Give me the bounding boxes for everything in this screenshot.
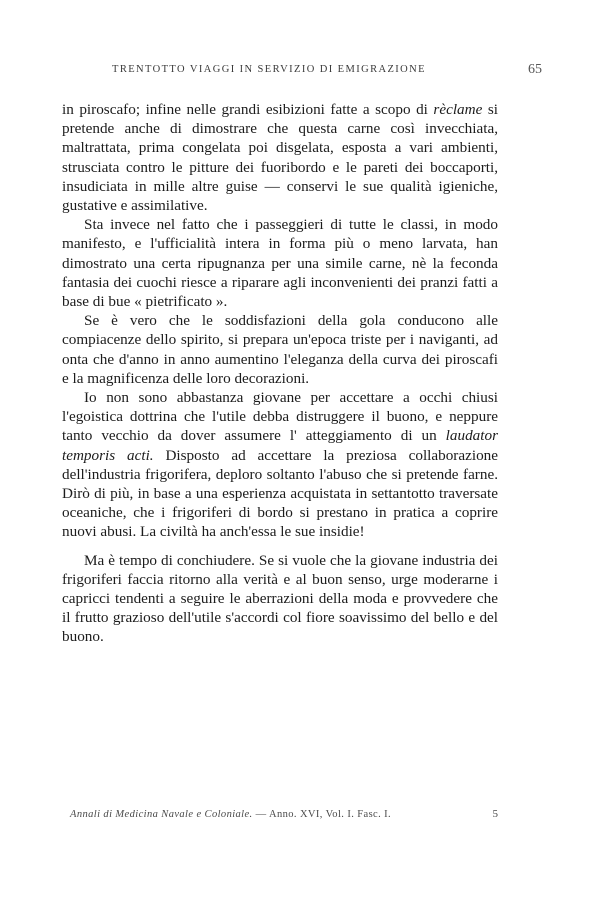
paragraph-1 — [62, 100, 498, 215]
paragraph-4 — [62, 388, 498, 542]
running-head — [62, 64, 542, 84]
signature-mark: 5 — [492, 808, 498, 820]
running-title: TRENTOTTO VIAGGI IN SERVIZIO DI EMIGRAZIONE — [112, 64, 426, 75]
italic-reclame: rèclame — [433, 101, 483, 118]
paragraph-2: Sta invece nel fatto che i passeggieri di tutte le classi, in modo manifesto, e l'ufficialità intera in forma più o meno larvata, han dimostrato una certa ripugnanza per una simile carne, nè la feconda fantasia dei cuochi riesce a riparare agli inconvenienti dei pranzi fatti a base di bue « pietrificato ». — [62, 216, 498, 311]
paragraph-4-end: Disposto ad accettare la preziosa collaborazione dell'industria frigorifera, deploro soltanto l'abuso che si pretende farne. Dirò di più, in base a una esperienza acquistata in settantotto traversate oceaniche, che i frigoriferi di bordo si prestano in pratica a coprire nuovi abusi. La civiltà ha anch'essa le sue insidie! — [62, 446, 498, 541]
footer — [70, 809, 498, 827]
body-text — [62, 100, 498, 647]
paragraph-1-start: in piroscafo; infine nelle grandi esibizioni fatte a scopo di — [62, 101, 434, 118]
paragraph-4-start: Io non sono abbastanza giovane per accettare a occhi chiusi l'egoistica dottrina che l'utile debba distruggere il buono, e neppure tanto vecchio da dover assumere l' atteggiamento di un — [62, 389, 498, 445]
journal-volume: — Anno. XVI, Vol. I. Fasc. I. — [252, 809, 392, 820]
paragraph-3: Se è vero che le soddisfazioni della gola conducono alle compiacenze dello spirito, si prepara un'epoca triste per i naviganti, ad onta che d'anno in anno aumentino l'eleganza della curva dei piroscafi e la magnificenza delle loro decorazioni. — [62, 312, 498, 387]
paragraph-1-end: si pretende anche di dimostrare che questa carne così invecchiata, maltrattata, prima congelata poi disgelata, esposta a vari ambienti, strusciata contro le pitture dei fuoribordo e le pareti dei boccaporti, insudiciata in mille altre guise — conservi le sue qualità igieniche, gustative e assimilative. — [62, 101, 498, 215]
italic-laudator: laudator temporis acti. — [62, 427, 498, 464]
journal-title: Annali di Medicina Navale e Coloniale. — [70, 809, 253, 820]
journal-citation — [70, 809, 391, 820]
page-number: 65 — [528, 62, 542, 77]
paragraph-5: Ma è tempo di conchiudere. Se si vuole che la giovane industria dei frigoriferi faccia ritorno alla verità e al buon senso, urge moderarne i capricci tendenti a seguire le aberrazioni della moda e provvedere che il frutto grazioso dell'utile s'accordi col fiore soavissimo del bello e del buono. — [62, 551, 498, 646]
